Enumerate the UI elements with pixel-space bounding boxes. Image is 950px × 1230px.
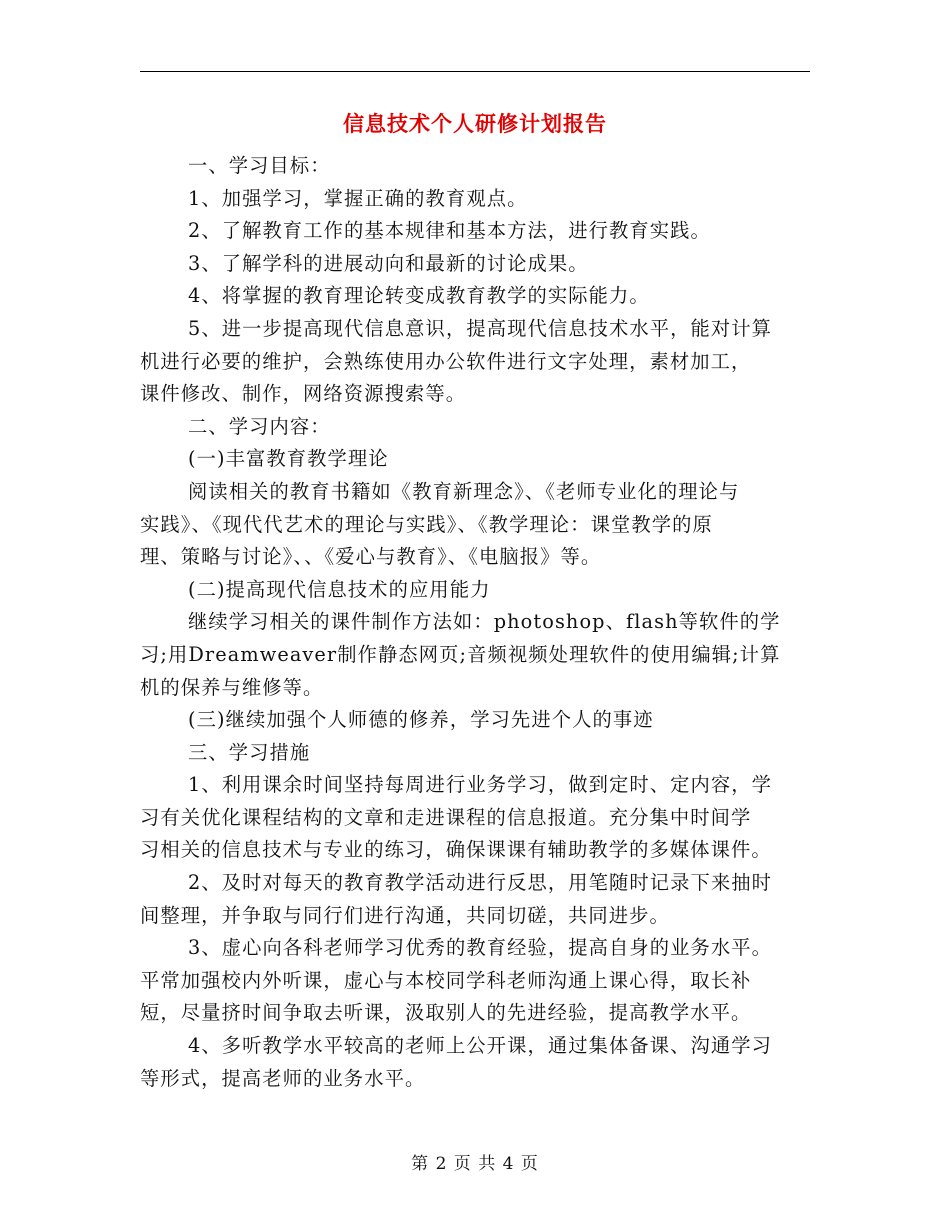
paragraph-line: 1、利用课余时间坚持每周进行业务学习，做到定时、定内容，学 bbox=[188, 773, 773, 797]
paragraph-line: 5、进一步提高现代信息意识，提高现代信息技术水平，能对计算 bbox=[188, 316, 773, 340]
paragraph-line: 一、学习目标： bbox=[188, 154, 331, 177]
paragraph-line: 4、多听教学水平较高的老师上公开课，通过集体备课、沟通学习 bbox=[188, 1034, 773, 1058]
paragraph-line: (三)继续加强个人师德的修养，学习先进个人的事迹 bbox=[188, 708, 654, 732]
paragraph-line: 1、加强学习，掌握正确的教育观点。 bbox=[188, 186, 528, 210]
paragraph-line: 机进行必要的维护，会熟练使用办公软件进行文字处理，素材加工， bbox=[140, 349, 752, 373]
paragraph-line: 阅读相关的教育书籍如《教育新理念》、《老师专业化的理论与 bbox=[188, 479, 740, 503]
paragraph-line: 习相关的信息技术与专业的练习，确保课课有辅助教学的多媒体课件。 bbox=[140, 838, 772, 862]
paragraph-line: 习有关优化课程结构的文章和走进课程的信息报道。充分集中时间学 bbox=[140, 805, 752, 829]
paragraph-line: 机的保养与维修等。 bbox=[140, 675, 324, 699]
paragraph-line: 间整理，并争取与同行们进行沟通，共同切磋，共同进步。 bbox=[140, 903, 670, 927]
paragraph-line: 习;用Dreamweaver制作静态网页;音频视频处理软件的使用编辑;计算 bbox=[140, 642, 781, 666]
paragraph-line: 2、了解教育工作的基本规律和基本方法，进行教育实践。 bbox=[188, 219, 711, 243]
paragraph-line: 等形式，提高老师的业务水平。 bbox=[140, 1066, 426, 1090]
document-body bbox=[140, 150, 812, 1095]
paragraph-line: 3、虚心向各科老师学习优秀的教育经验，提高自身的业务水平。 bbox=[188, 936, 773, 960]
paragraph-line: (一)丰富教育教学理论 bbox=[188, 447, 389, 471]
paragraph-line: 实践》、《现代代艺术的理论与实践》、《教学理论：课堂教学的原 bbox=[140, 512, 713, 536]
paragraph-line: (二)提高现代信息技术的应用能力 bbox=[188, 577, 491, 601]
document-title: 信息技术个人研修计划报告 bbox=[343, 111, 607, 136]
paragraph-line: 2、及时对每天的教育教学活动进行反思，用笔随时记录下来抽时 bbox=[188, 871, 773, 895]
paragraph-line: 二、学习内容： bbox=[188, 414, 331, 438]
paragraph-line: 继续学习相关的课件制作方法如：photoshop、flash等软件的学 bbox=[188, 610, 781, 634]
paragraph-line: 3、了解学科的进展动向和最新的讨论成果。 bbox=[188, 251, 589, 275]
paragraph-line: 三、学习措施 bbox=[188, 740, 311, 764]
paragraph-line: 4、将掌握的教育理论转变成教育教学的实际能力。 bbox=[188, 284, 650, 308]
header-rule bbox=[140, 71, 810, 72]
page-number-footer: 第 2 页 共 4 页 bbox=[411, 1154, 539, 1174]
paragraph-line: 短，尽量挤时间争取去听课，汲取别人的先进经验，提高教学水平。 bbox=[140, 1001, 752, 1025]
paragraph-line: 课件修改、制作，网络资源搜索等。 bbox=[140, 382, 467, 406]
paragraph-line: 平常加强校内外听课，虚心与本校同学科老师沟通上课心得，取长补 bbox=[140, 968, 752, 992]
paragraph-line: 理、策略与讨论》、、《爱心与教育》、《电脑报》等。 bbox=[140, 545, 602, 569]
